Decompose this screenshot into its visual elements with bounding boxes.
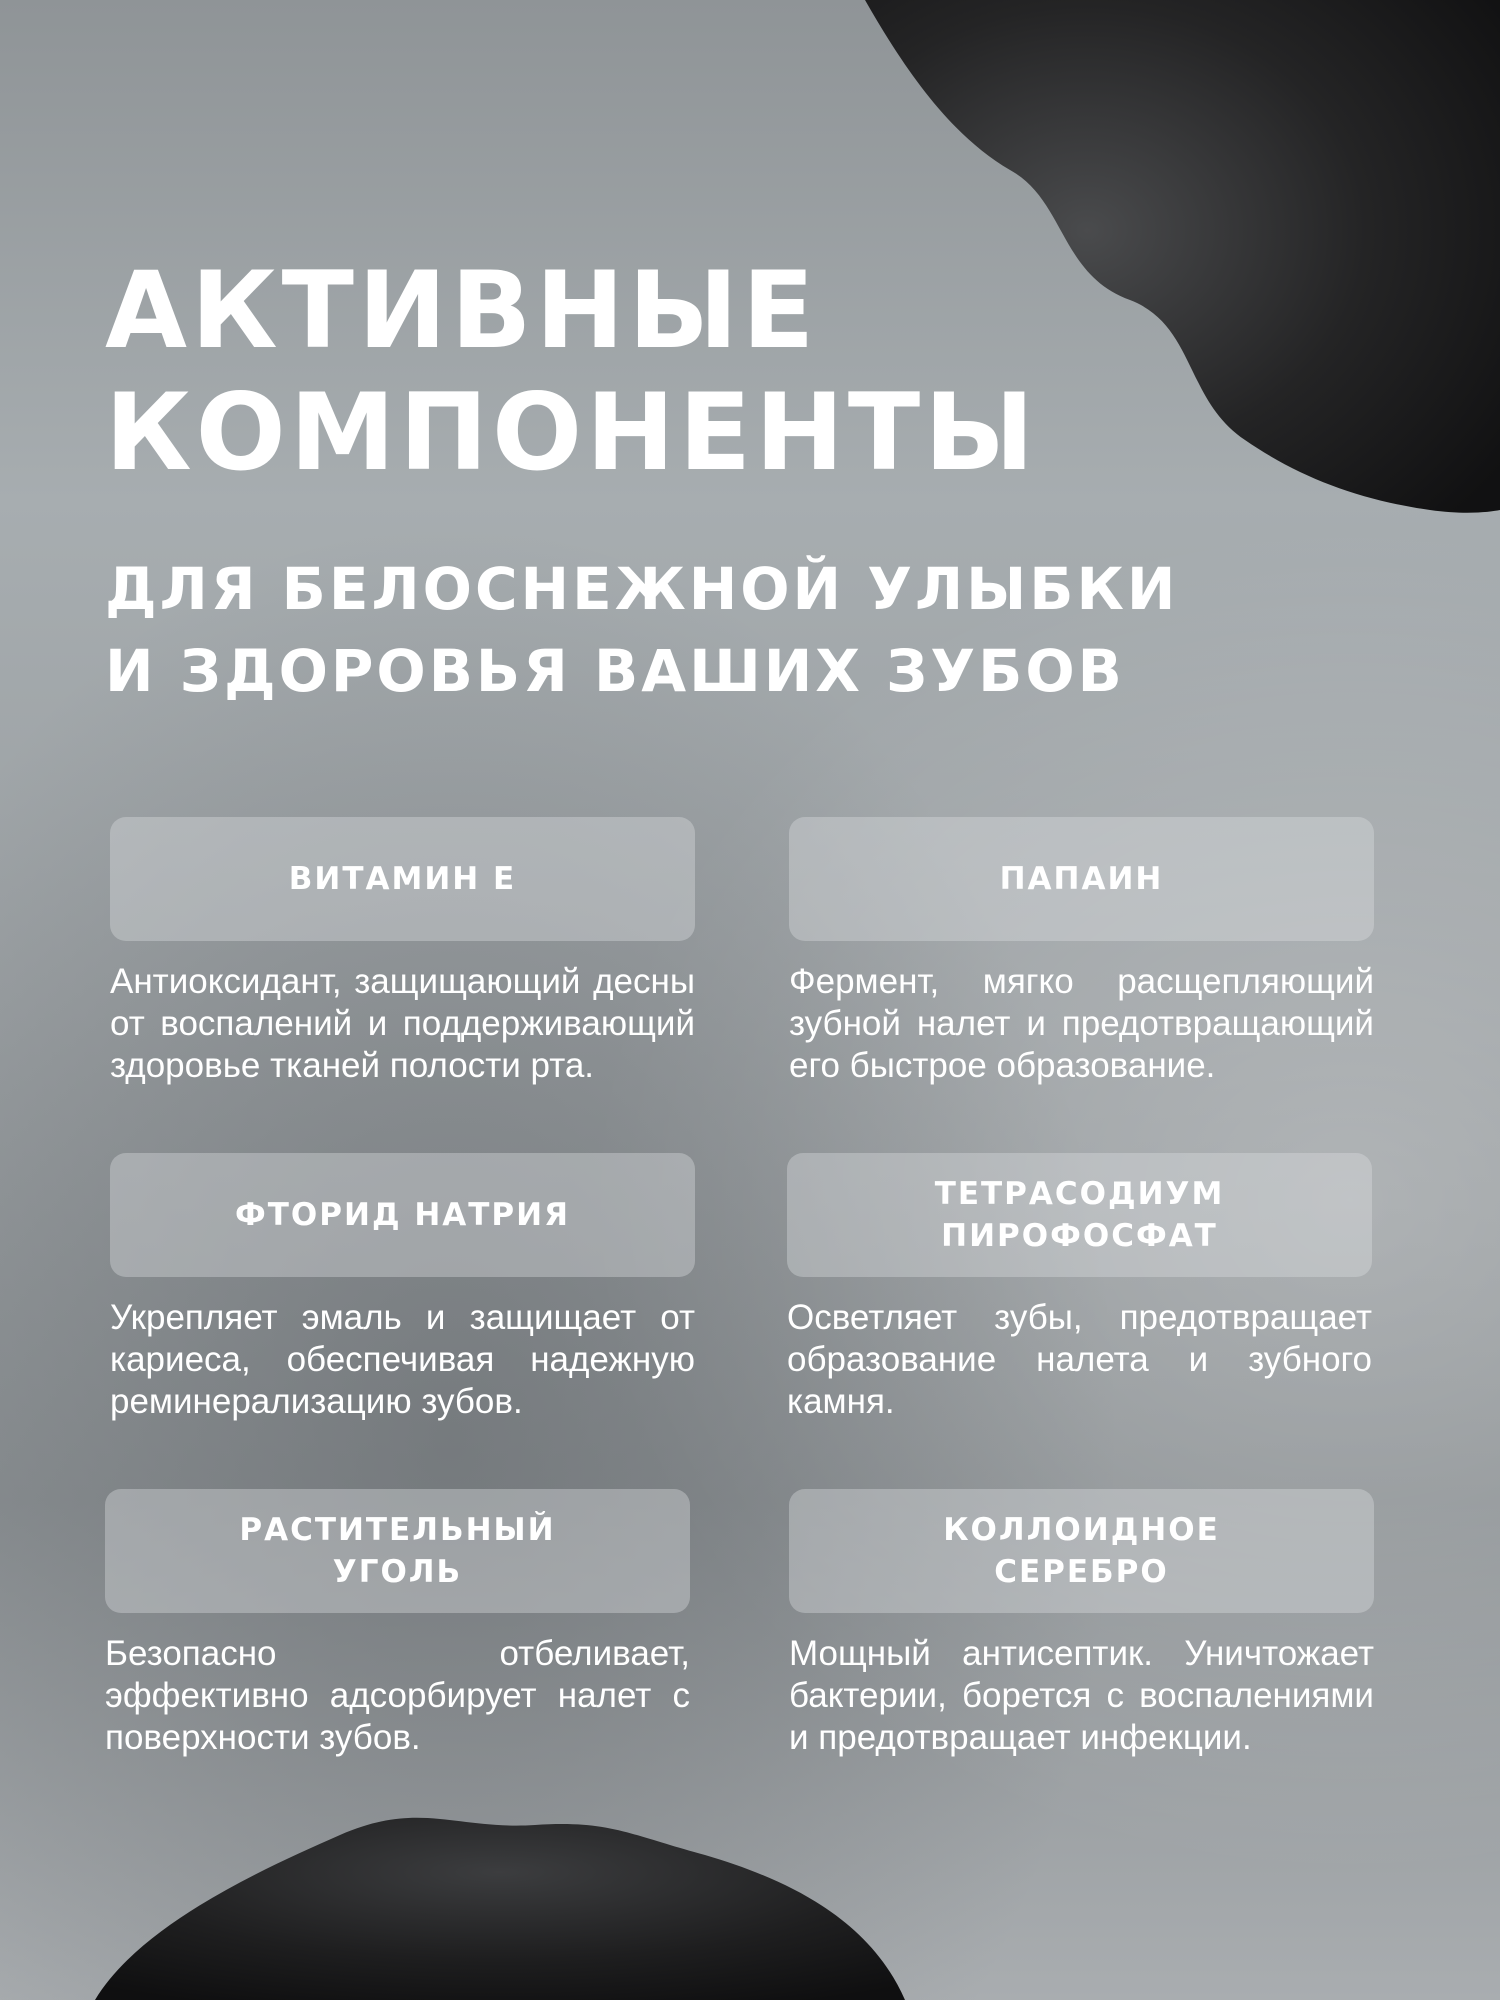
component-title: ФТОРИД НАТРИЯ [235, 1197, 570, 1233]
component-card-vitamin-e [110, 817, 695, 1087]
bottom-blob [95, 1818, 905, 2000]
title-line-2: КОМПОНЕНТЫ [105, 371, 1039, 494]
component-card-tetrasodium-pyrophosphate [787, 1153, 1372, 1423]
component-card-header [110, 817, 695, 941]
component-card-colloidal-silver [789, 1489, 1374, 1759]
component-description: Осветляет зубы, предотвращает образование налета и зубного камня. [787, 1298, 1372, 1421]
subtitle-line-1: ДЛЯ БЕЛОСНЕЖНОЙ УЛЫБКИ [105, 555, 1179, 623]
page-subtitle [105, 548, 1178, 712]
component-card-header [789, 1489, 1374, 1613]
page-title [105, 250, 1038, 494]
component-card-charcoal [105, 1489, 690, 1759]
component-title: ВИТАМИН Е [288, 861, 517, 897]
title-line-1: АКТИВНЫЕ [105, 249, 819, 372]
component-title: ПАПАИН [999, 861, 1164, 897]
component-card-header [787, 1153, 1372, 1277]
component-title: КОЛЛОИДНОЕ СЕРЕБРО [943, 1512, 1220, 1590]
component-description: Мощный антисептик. Уничтожает бактерии, борется с воспалениями и предотвращает инфекции. [789, 1634, 1374, 1757]
component-card-header [789, 817, 1374, 941]
component-card-sodium-fluoride [110, 1153, 695, 1423]
component-card-header [105, 1489, 690, 1613]
component-title: ТЕТРАСОДИУМ ПИРОФОСФАТ [934, 1176, 1225, 1254]
component-description: Безопасно отбеливает, эффективно адсорбирует налет с поверхности зубов. [105, 1634, 690, 1757]
component-card-papain [789, 817, 1374, 1087]
subtitle-line-2: И ЗДОРОВЬЯ ВАШИХ ЗУБОВ [105, 637, 1125, 705]
component-description: Фермент, мягко расщепляющий зубной налет и предотвращающий его быстрое образование. [789, 962, 1374, 1085]
component-description: Антиоксидант, защищающий десны от воспалений и поддерживающий здоровье тканей полости рта. [110, 962, 695, 1085]
component-card-header [110, 1153, 695, 1277]
component-description: Укрепляет эмаль и защищает от кариеса, обеспечивая надежную реминерализацию зубов. [110, 1298, 695, 1421]
component-title: РАСТИТЕЛЬНЫЙ УГОЛЬ [239, 1512, 556, 1590]
